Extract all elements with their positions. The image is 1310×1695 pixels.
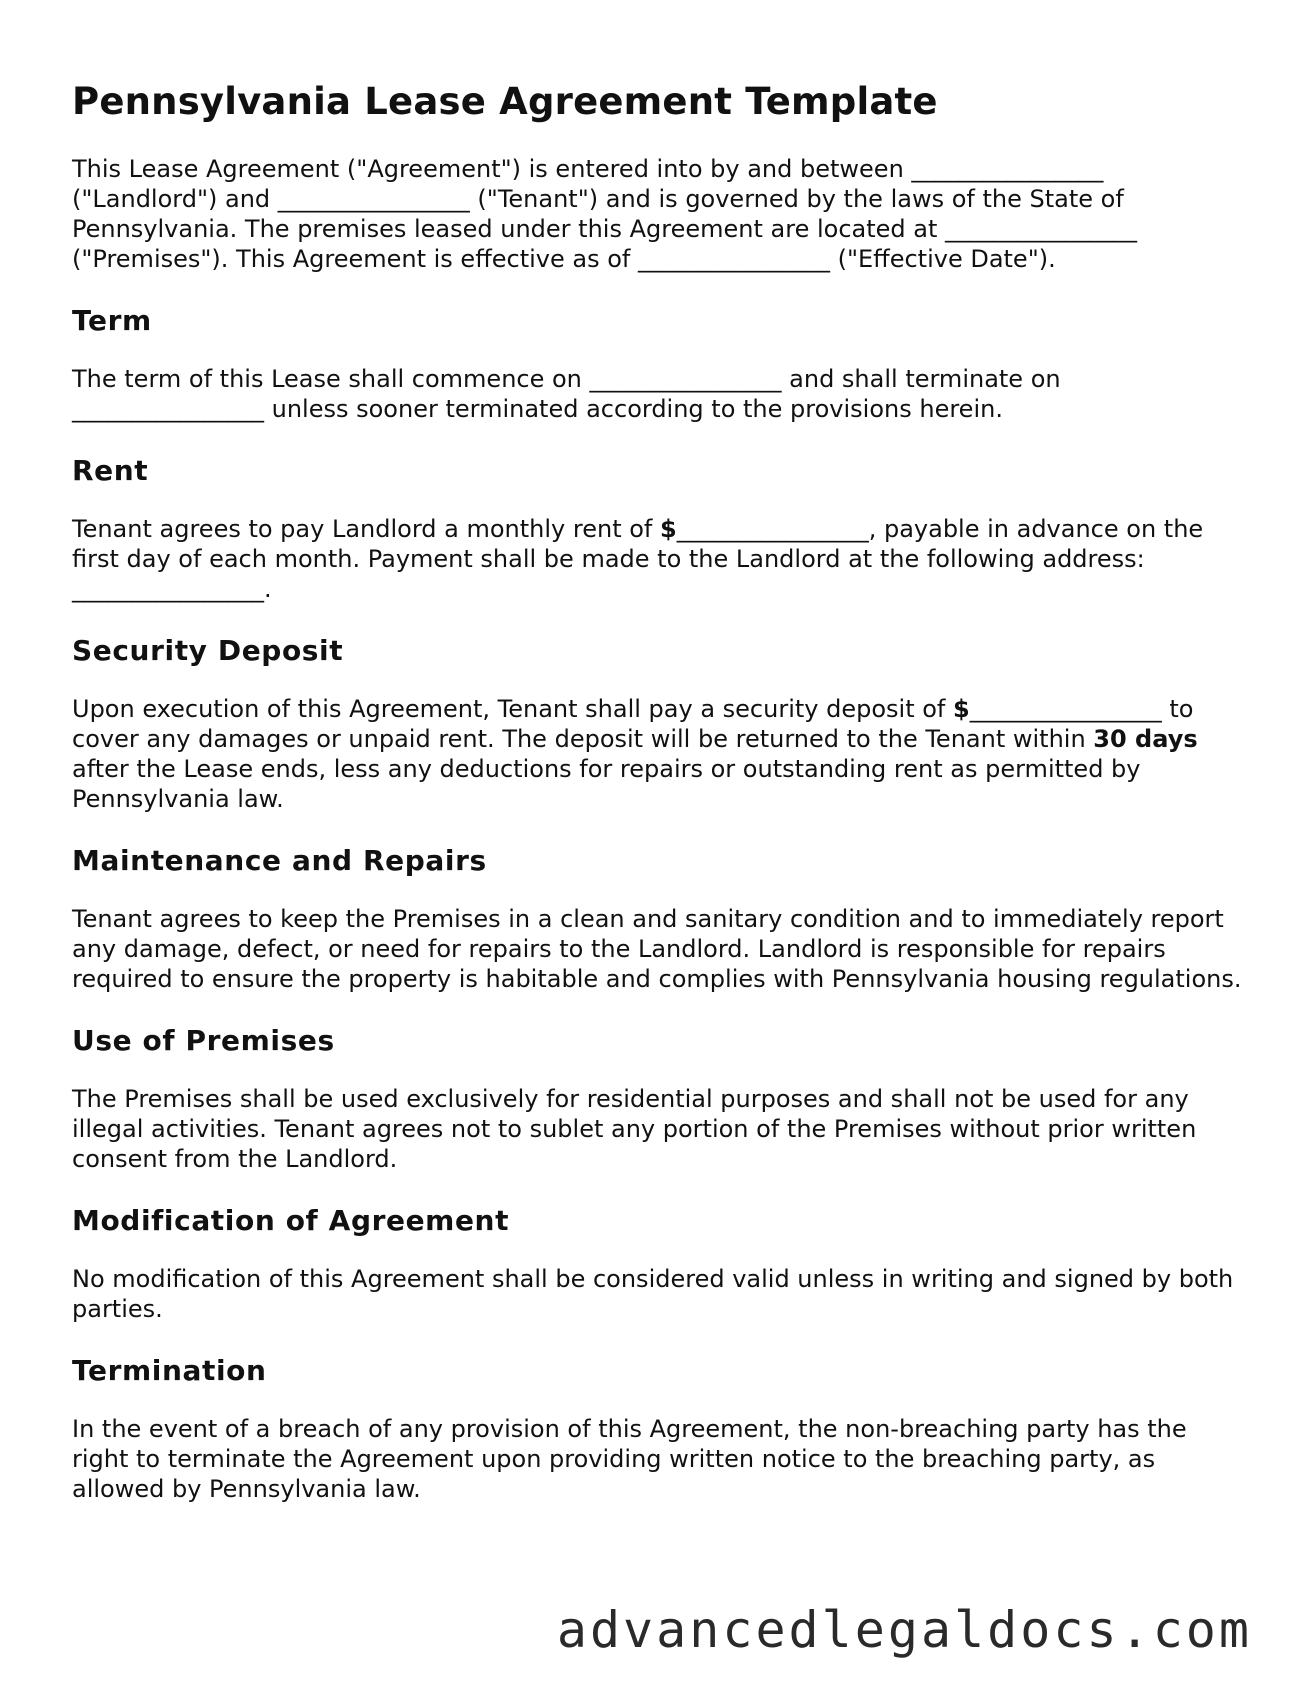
tenant-name-blank: ________________ [277, 185, 470, 213]
document-page [72, 80, 1242, 1534]
use-of-premises-section [72, 1024, 1242, 1174]
termination-section [72, 1354, 1242, 1504]
rent-heading: Rent [72, 454, 149, 487]
security-deposit-paragraph: Upon execution of this Agreement, Tenant shall pay a security deposit of $________________ to cover any damages or unpaid rent. The deposit will be returned to the Tenant within 30 days after the Lease ends, less any deductions for repairs or outstanding rent as permitted by Pennsylvania law. [72, 695, 1198, 813]
payment-address-blank: ________________ [72, 575, 264, 603]
term-section [72, 304, 1242, 424]
modification-heading: Modification of Agreement [72, 1204, 510, 1237]
deposit-dollar-sign: $ [953, 695, 970, 723]
termination-heading: Termination [72, 1354, 267, 1387]
landlord-name-blank: ________________ [911, 155, 1104, 183]
security-deposit-heading: Security Deposit [72, 634, 344, 667]
term-paragraph: The term of this Lease shall commence on ________________ and shall terminate on ________________ unless sooner terminated according to the provisions herein. [72, 365, 1061, 423]
rent-section [72, 454, 1242, 604]
maintenance-paragraph: Tenant agrees to keep the Premises in a clean and sanitary condition and to immediately report any damage, defect, or need for repairs to the Landlord. Landlord is responsible for repairs required to ensure the property is habitable and complies with Pennsylvania housing regulations. [72, 905, 1242, 993]
modification-section [72, 1204, 1242, 1324]
deposit-amount-blank: ________________ [969, 695, 1162, 723]
effective-date-blank: ________________ [637, 245, 830, 273]
rent-paragraph: Tenant agrees to pay Landlord a monthly rent of $________________, payable in advance on the first day of each month. Payment shall be made to the Landlord at the following address: ________________. [72, 515, 1204, 603]
website-watermark: advancedlegaldocs.com [556, 1601, 1252, 1659]
premises-address-blank: ________________ [945, 215, 1137, 243]
rent-amount-blank: ________________ [676, 515, 869, 543]
intro-paragraph: This Lease Agreement ("Agreement") is entered into by and between ________________ ("Landlord") and ________________ ("Tenant") and is governed by the laws of the State of Pennsylvania. The premises leased under this Agreement are located at ________________ ("Premises"). This Agreement is effective as of ________________ ("Effective Date"). [72, 155, 1137, 273]
term-heading: Term [72, 304, 152, 337]
rent-dollar-sign: $ [660, 515, 677, 543]
commence-date-blank: ________________ [589, 365, 782, 393]
termination-paragraph: In the event of a breach of any provision of this Agreement, the non-breaching party has the right to terminate the Agreement upon providing written notice to the breaching party, as allowed by Pennsylvania law. [72, 1415, 1187, 1503]
document-title: Pennsylvania Lease Agreement Template [72, 80, 938, 123]
maintenance-heading: Maintenance and Repairs [72, 844, 487, 877]
modification-paragraph: No modification of this Agreement shall be considered valid unless in writing and signed by both parties. [72, 1265, 1234, 1323]
return-days: 30 days [1093, 725, 1198, 753]
maintenance-section [72, 844, 1242, 994]
use-of-premises-paragraph: The Premises shall be used exclusively for residential purposes and shall not be used for any illegal activities. Tenant agrees not to sublet any portion of the Premises without prior written consent from the Landlord. [72, 1085, 1197, 1173]
terminate-date-blank: ________________ [72, 395, 264, 423]
use-of-premises-heading: Use of Premises [72, 1024, 335, 1057]
security-deposit-section [72, 634, 1242, 814]
